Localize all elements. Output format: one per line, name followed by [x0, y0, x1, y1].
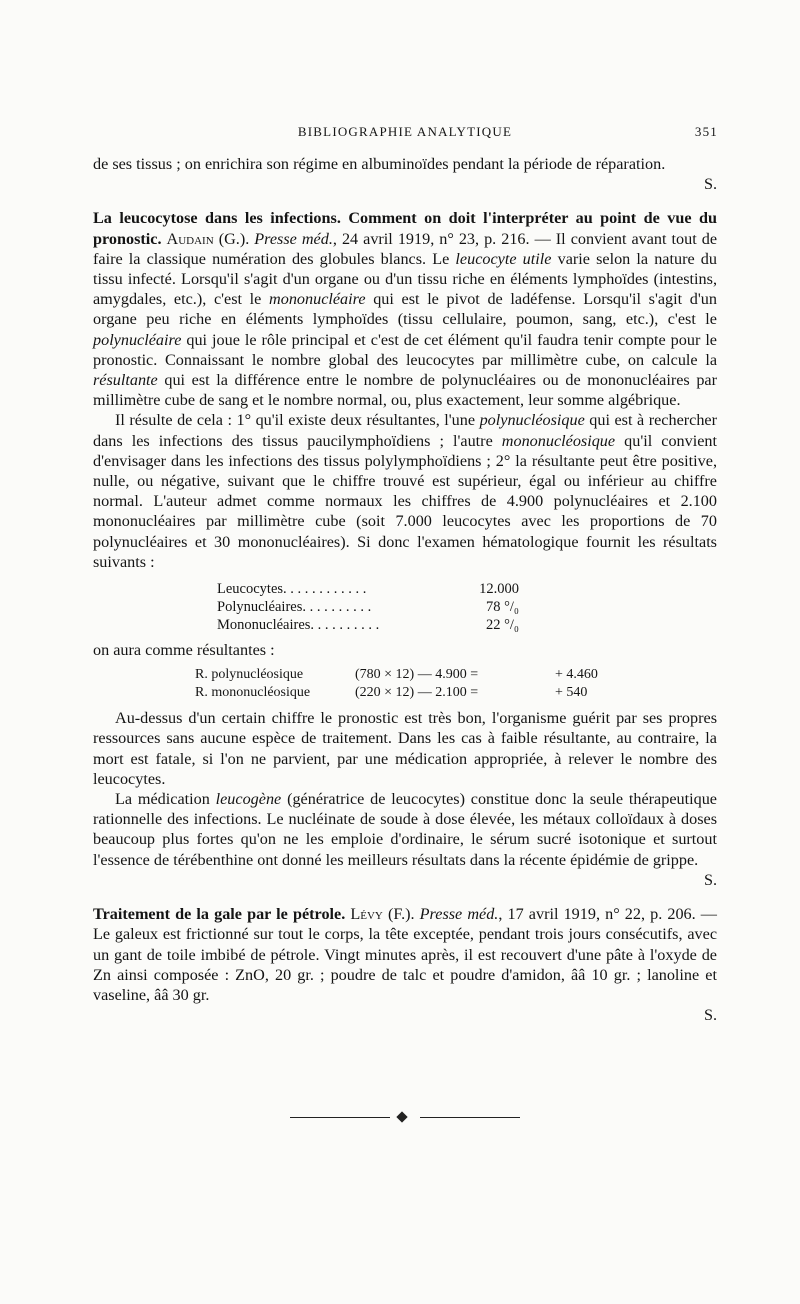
- signature: S.: [703, 1006, 717, 1025]
- article-author: Audain: [166, 229, 214, 248]
- row-label: R. polynucléosique: [195, 667, 304, 683]
- article-author: Lévy: [350, 905, 383, 924]
- body-text: varie selon la nature du tissu infecté. Lorsqu'il s'agit d'un organe ou d'un tissu riche en éléments lymphoïdes (intestins, amygdales, etc.), c'est le: [93, 249, 717, 309]
- row-expression: (780 × 12) — 4.900 =: [355, 667, 479, 683]
- table-row: [195, 666, 717, 684]
- paragraph: [93, 410, 717, 572]
- term-italic: résultante: [93, 371, 158, 390]
- paragraph: [93, 789, 717, 890]
- resultant-table: [195, 666, 717, 702]
- body-text: Il résulte de cela : 1° qu'il existe deux résultantes, l'une: [115, 411, 480, 430]
- journal-name: Presse méd.: [419, 905, 499, 924]
- row-value: 78 °/₀: [485, 599, 519, 616]
- diamond-icon: [396, 1111, 407, 1122]
- body-text: , 17 avril 1919, n° 22, p. 206. — Le galeux est frictionné sur tout le corps, la tête exceptée, pendant trois jours consécutifs, avec un gant de toile imbibé de pétrole. Vingt minutes après, il est recouvert d'une pâte à l'oxyde de Zn ainsi composée : ZnO, 20 gr. ; poudre de talc et poudre d'amidon, ââ 10 gr. ; lanoline et vaseline, ââ 30 gr.: [93, 905, 717, 1004]
- row-label: Polynucléaires. . . . . . . . . .: [217, 599, 372, 616]
- term-italic: mononucléaire: [269, 290, 366, 309]
- body-text: (génératrice de leucocytes) constitue donc la seule thérapeutique rationnelle des infections. Le nucléinate de soude à dose élevée, les métaux colloïdaux à doses beaucoup plus fortes qu'on ne les emploie d'ordinaire, le sérum sucré isotonique et surtout l'essence de térébenthine ont donné les meilleurs résultats dans la récente épidémie de grippe.: [93, 790, 717, 869]
- table-row: [217, 616, 717, 634]
- article-title: Traitement de la gale par le pétrole.: [93, 905, 346, 924]
- article-gale: [93, 904, 717, 1025]
- article-leucocytose: [93, 208, 717, 410]
- table-row: [217, 580, 717, 598]
- body-text: La médication: [115, 790, 216, 809]
- row-expression: (220 × 12) — 2.100 =: [355, 685, 479, 701]
- article-title: La leucocytose dans les infections. Comment on doit l'interpréter au point de vue du pronostic.: [93, 209, 717, 248]
- running-title: BIBLIOGRAPHIE ANALYTIQUE: [297, 124, 513, 139]
- row-label: Mononucléaires. . . . . . . . . .: [217, 617, 380, 634]
- signature: S.: [703, 870, 717, 889]
- row-label: R. mononucléosique: [195, 685, 311, 701]
- row-value: 12.000: [479, 581, 519, 598]
- paragraph-text: de ses tissus ; on enrichira son régime en albuminoïdes pendant la période de réparation.: [93, 155, 666, 173]
- journal-name: Presse méd.: [254, 229, 333, 248]
- term-italic: polynucléaire: [93, 330, 182, 349]
- row-result: + 540: [555, 685, 588, 701]
- continued-paragraph: [93, 154, 717, 194]
- paragraph: Au-dessus d'un certain chiffre le pronostic est très bon, l'organisme guérit par ses propres ressources sans aucune espèce de traitement. Dans les cas à faible résultante, au contraire, la mort est fatale, si l'on ne parvient, par une médication appropriée, à relever le nombre des leucocytes.: [93, 709, 717, 788]
- author-initial: (F.).: [382, 905, 415, 924]
- body-text: qui est le pivot de ladéfense. Lorsqu'il s'agit d'un organe peu riche en éléments lymphoïdes (tissu cellulaire, poumon, sang, etc.), c'est le: [93, 290, 717, 329]
- row-label: Leucocytes. . . . . . . . . . . .: [217, 581, 367, 598]
- end-ornament: [290, 1112, 520, 1122]
- row-value: 22 °/₀: [485, 617, 519, 634]
- body-text: qui joue le rôle principal et c'est de cet élément qu'il faudra tenir compte pour le pronostic. Connaissant le nombre global des leucocytes par millimètre cube, on calcule la: [93, 330, 717, 369]
- term-italic: mononucléosique: [501, 431, 616, 450]
- reference-text: , 24 avril 1919, n° 23, p. 216. — Il convient avant tout de faire la classique numération des globules blancs. Le: [93, 229, 717, 268]
- author-initial: (G.).: [213, 229, 250, 248]
- term-italic: leucogène: [215, 790, 282, 809]
- body-text: qui est à rechercher dans les infections des tissus paucilymphoïdiens ; l'autre: [93, 411, 717, 450]
- body-text: qui est la différence entre le nombre de polynucléaires ou de mononucléaires par millimètre cube de sang et le nombre normal, ou, plus exactement, leur somme algébrique.: [93, 371, 717, 410]
- results-table: [217, 580, 717, 634]
- running-head: [92, 124, 718, 146]
- term-italic: leucocyte utile: [455, 249, 552, 268]
- table-row: [217, 598, 717, 616]
- page-body: [93, 154, 717, 1025]
- signature: S.: [703, 175, 717, 194]
- term-italic: polynucléosique: [479, 411, 585, 430]
- table-row: [195, 684, 717, 702]
- paragraph: on aura comme résultantes :: [93, 641, 275, 660]
- body-text: qu'il convient d'envisager dans les infections des tissus polylymphoïdiens ; 2° la résultante peut être positive, nulle, ou négative, suivant que le chiffre trouvé est supérieur, égal ou inférieur au chiffre normal. L'auteur admet comme normaux les chiffres de 4.900 polynucléaires et 2.100 mononucléaires par millimètre cube (soit 7.000 leucocytes avec les proportions de 70 polynucléaires et 30 mononucléaires). Si donc l'examen hématologique fournit les résultats suivants :: [93, 431, 718, 571]
- page-number: 351: [694, 124, 718, 139]
- row-result: + 4.460: [555, 667, 598, 683]
